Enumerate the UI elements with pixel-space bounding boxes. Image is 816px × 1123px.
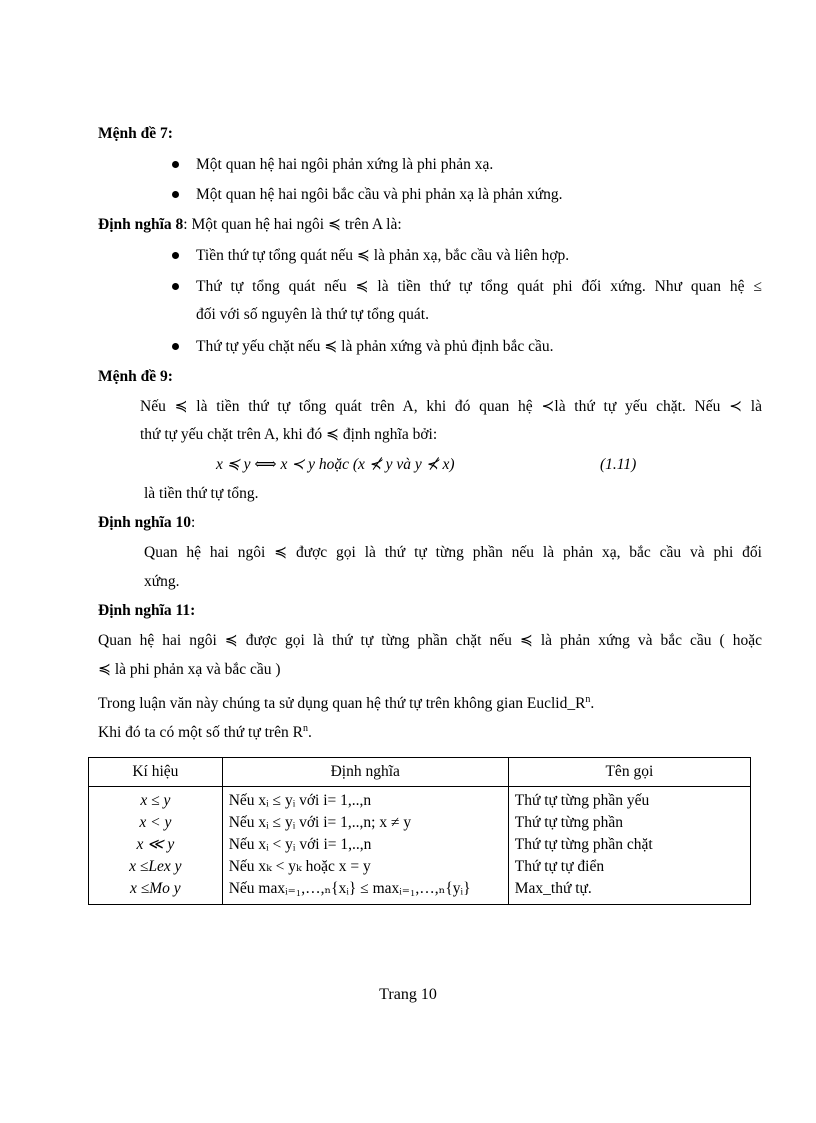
symbol-column xyxy=(89,787,223,905)
menh-de-9-after: là tiền thứ tự tổng. xyxy=(144,485,259,502)
dinh-nghia-8-bullet-1: Tiền thứ tự tổng quát nếu ≼ là phản xạ, bắc cầu và liên hợp. xyxy=(196,247,570,264)
dinh-nghia-10-heading-line xyxy=(98,513,195,533)
definition-column xyxy=(222,787,508,905)
dinh-nghia-10-line-1: Quan hệ hai ngôi ≼ được gọi là thứ tự từng phần nếu là phản xạ, bắc cầu và phi đối xyxy=(144,544,762,561)
dinh-nghia-11-line-2: ≼ là phi phản xạ và bắc cầu ) xyxy=(98,661,281,678)
definition-cell: Nếu xᵢ < yᵢ với i= 1,..,n xyxy=(228,836,372,853)
order-table xyxy=(88,757,751,905)
dinh-nghia-8-bullet-2: Thứ tự tổng quát nếu ≼ là tiền thứ tự tổng quát phi đối xứng. Như quan hệ ≤ xyxy=(196,278,762,295)
header-name: Tên gọi xyxy=(508,758,750,787)
definition-cell: Nếu xₖ < yₖ hoặc x = y xyxy=(228,858,371,875)
name-cell: Thứ tự tự điển xyxy=(514,858,605,875)
dinh-nghia-10-heading: Định nghĩa 10 xyxy=(98,514,192,531)
intro-line-1 xyxy=(98,690,594,714)
symbol-cell: x ≤ y xyxy=(140,792,171,809)
bullet-icon xyxy=(172,161,179,168)
dinh-nghia-11-heading: Định nghĩa 11: xyxy=(98,602,196,619)
intro-line-2-tail: . xyxy=(307,724,312,742)
definition-cell: Nếu maxᵢ₌₁,…,ₙ{xᵢ} ≤ maxᵢ₌₁,…,ₙ{yᵢ} xyxy=(228,880,471,897)
table-header-row xyxy=(89,758,751,787)
symbol-cell: x < y xyxy=(139,814,172,831)
intro-line-1-text: Trong luận văn này chúng ta sử dụng quan hệ thứ tự trên không gian Euclid_R xyxy=(98,695,586,713)
name-cell: Max_thứ tự. xyxy=(514,880,592,897)
menh-de-7-bullet-2: Một quan hệ hai ngôi bắc cầu và phi phản xạ là phản xứng. xyxy=(196,186,563,203)
table-row xyxy=(89,787,751,905)
dinh-nghia-8-bullet-2-cont: đối với số nguyên là thứ tự tổng quát. xyxy=(196,306,429,323)
bullet-icon xyxy=(172,343,179,350)
bullet-icon xyxy=(172,252,179,259)
formula-number: (1.11) xyxy=(600,456,637,473)
dinh-nghia-8-bullet-3: Thứ tự yếu chặt nếu ≼ là phản xứng và phủ định bắc cầu. xyxy=(196,338,554,355)
dinh-nghia-8-paragraph xyxy=(98,215,402,235)
definition-cell: Nếu xᵢ ≤ yᵢ với i= 1,..,n; x ≠ y xyxy=(228,814,412,831)
symbol-cell: x ≤Mo y xyxy=(130,880,181,897)
dinh-nghia-10-line-2: xứng. xyxy=(144,573,180,590)
symbol-cell: x ≤Lex y xyxy=(129,858,182,875)
menh-de-7-heading: Mệnh đề 7: xyxy=(98,125,173,142)
bullet-icon xyxy=(172,283,179,290)
bullet-icon xyxy=(172,191,179,198)
menh-de-9-line-1: Nếu ≼ là tiền thứ tự tổng quát trên A, khi đó quan hệ ≺là thứ tự yếu chặt. Nếu ≺ là xyxy=(140,398,762,415)
superscript-n: n xyxy=(585,694,591,705)
header-symbol: Kí hiệu xyxy=(89,758,223,787)
dinh-nghia-10-colon: : xyxy=(191,514,196,531)
name-column xyxy=(508,787,750,905)
intro-line-2 xyxy=(98,719,312,743)
symbol-cell: x ≪ y xyxy=(136,836,175,853)
name-cell: Thứ tự từng phần yếu xyxy=(514,792,650,809)
menh-de-7-bullet-1: Một quan hệ hai ngôi phản xứng là phi phản xạ. xyxy=(196,156,494,173)
intro-line-2-text: Khi đó ta có một số thứ tự trên R xyxy=(98,724,303,742)
menh-de-9-line-2: thứ tự yếu chặt trên A, khi đó ≼ định nghĩa bởi: xyxy=(140,426,438,443)
name-cell: Thứ tự từng phần xyxy=(514,814,624,831)
intro-line-1-tail: . xyxy=(590,695,595,713)
definition-cell: Nếu xᵢ ≤ yᵢ với i= 1,..,n xyxy=(228,792,372,809)
page-number: Trang 10 xyxy=(379,986,437,1003)
name-cell: Thứ tự từng phần chặt xyxy=(514,836,653,853)
superscript-n: n xyxy=(302,723,308,734)
dinh-nghia-8-heading: Định nghĩa 8 xyxy=(98,216,184,233)
dinh-nghia-11-line-1: Quan hệ hai ngôi ≼ được gọi là thứ tự từng phần chặt nếu ≼ là phản xứng và bắc cầu ( hoặc xyxy=(98,632,762,649)
menh-de-9-formula: x ≼ y ⟺ x ≺ y hoặc (x ⊀ y và y ⊀ x) xyxy=(216,456,455,473)
header-definition: Định nghĩa xyxy=(222,758,508,787)
dinh-nghia-8-text: : Một quan hệ hai ngôi ≼ trên A là: xyxy=(183,216,402,233)
menh-de-9-heading: Mệnh đề 9: xyxy=(98,368,173,385)
